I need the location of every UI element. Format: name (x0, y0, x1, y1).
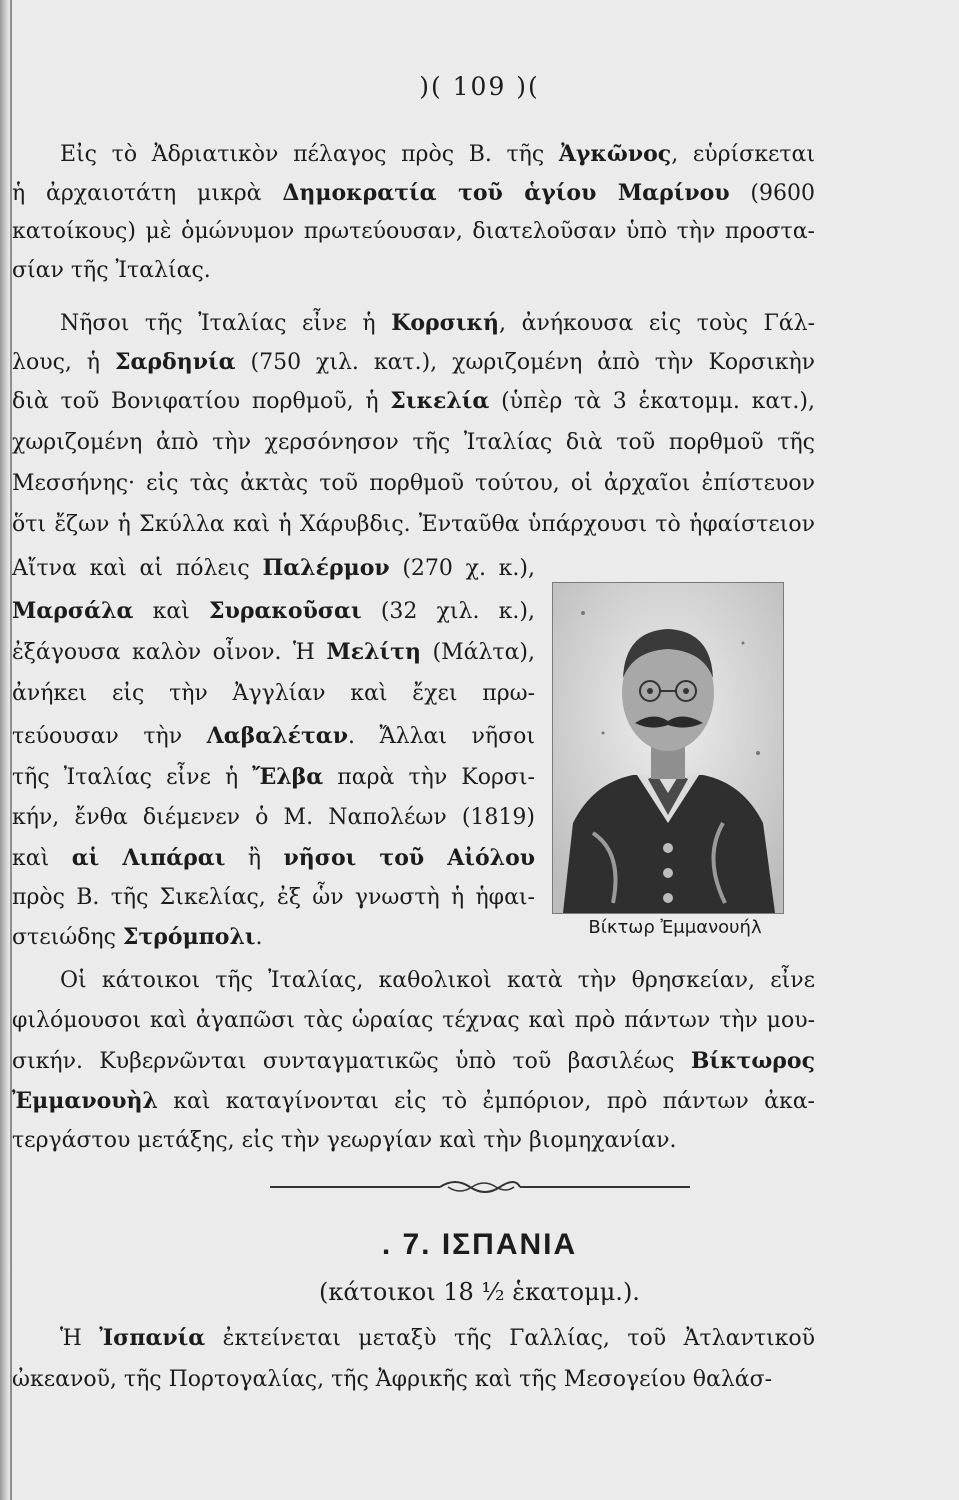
bold-term: Σικελία (390, 388, 490, 414)
text-segment: (9600 (729, 181, 815, 206)
text-segment: καὶ καταγίνονται εἰς τὸ ἐμπόριον, πρὸ πάντων ἀκα- (157, 1089, 815, 1114)
text-segment: (750 χιλ. κατ.), χωριζομένη ἀπὸ τὴν Κορσικὴν (235, 350, 815, 375)
page-number: )( 109 )( (419, 72, 540, 101)
text-line (12, 548, 535, 588)
bold-term: Βίκτωρος (690, 1048, 815, 1074)
text-line (12, 212, 815, 252)
text-segment: , εὑρίσκεται (671, 142, 815, 167)
ornamental-separator (270, 1175, 690, 1199)
text-line (12, 1081, 815, 1121)
text-segment: καὶ (133, 599, 210, 624)
bold-term: Ἔλβα (252, 764, 324, 790)
bold-term: Παλέρμον (262, 555, 390, 581)
text-line (60, 961, 815, 1001)
text-segment: (32 χιλ. κ.), (361, 599, 535, 624)
text-segment: Νῆσοι τῆς Ἰταλίας εἶνε ἡ (60, 311, 392, 336)
text-segment: (270 χ. κ.), (389, 556, 535, 581)
text-segment: διὰ τοῦ Βονιφατίου πορθμοῦ, ἡ (12, 389, 391, 414)
text-segment: στειώδης (12, 925, 123, 950)
bold-term: Συρακοῦσαι (209, 598, 362, 624)
bold-term: Ἰσπανία (99, 1325, 206, 1351)
text-line (60, 134, 815, 174)
text-segment: φιλόμουσοι καὶ ἀγαπῶσι τὰς ὡραίας τέχνας καὶ πρὸ πάντων τὴν μου- (12, 1008, 815, 1033)
text-line (12, 251, 815, 291)
text-segment: σικήν. Κυβερνῶνται συνταγματικῶς ὑπὸ τοῦ βασιλέως (12, 1049, 691, 1074)
text-segment: . (255, 925, 263, 950)
text-segment: ἢ (225, 846, 284, 871)
text-segment: τεργάστου μετάξης, εἰς τὴν γεωργίαν καὶ τὴν βιομηχανίαν. (12, 1128, 677, 1153)
text-segment: ἡ ἀρχαιοτάτη μικρὰ (12, 181, 283, 206)
bold-term: αἱ Λιπάραι (71, 845, 226, 871)
text-segment: Μεσσήνης· εἰς τὰς ἀκτὰς τοῦ πορθμοῦ τούτου, οἱ ἀρχαῖοι ἐπίστευον (12, 471, 815, 496)
text-line (12, 423, 815, 463)
bold-term: Μαρσάλα (12, 598, 134, 624)
text-segment: ἐκτείνεται μεταξὺ τῆς Γαλλίας, τοῦ Ἀτλαντικοῦ (205, 1326, 815, 1351)
bold-term: Ἀγκῶνος (558, 141, 672, 167)
text-line (12, 1041, 815, 1081)
text-segment: (ὑπὲρ τὰ 3 ἑκατομμ. κατ.), (489, 389, 815, 414)
text-line (12, 464, 815, 504)
text-segment: , ἀνήκουσα εἰς τοὺς Γάλ- (499, 311, 815, 336)
text-line (12, 1121, 815, 1161)
text-segment: Αἴτνα καὶ αἱ πόλεις (12, 556, 263, 581)
text-line (12, 757, 535, 797)
text-segment: ἐξάγουσα καλὸν οἶνον. Ἡ (12, 640, 327, 665)
text-line (12, 632, 535, 672)
text-line (12, 591, 535, 631)
text-line (12, 674, 535, 714)
section-title: . 7. ΙΣΠΑΝΙΑ (381, 1228, 578, 1261)
text-segment: . Ἄλλαι νῆσοι (347, 724, 535, 749)
text-line (12, 1001, 815, 1041)
text-segment: ὠκεανοῦ, τῆς Πορτογαλίας, τῆς Ἀφρικῆς καὶ τῆς Μεσογείου θαλάσ- (12, 1367, 773, 1392)
bold-term: Σαρδηνία (114, 349, 236, 375)
text-segment: Ἡ (60, 1326, 100, 1351)
text-segment: τῆς Ἰταλίας εἶνε ἡ (12, 765, 253, 790)
text-segment: λους, ἡ (12, 350, 115, 375)
text-line (60, 303, 815, 343)
text-segment: Εἰς τὸ Ἀδριατικὸν πέλαγος πρὸς Β. τῆς (60, 142, 559, 167)
text-segment: ὅτι ἔζων ἡ Σκύλλα καὶ ἡ Χάρυβδις. Ἐνταῦθα ὑπάρχουσι τὸ ἡφαίστειον (12, 512, 815, 537)
bold-term: Δημοκρατία τοῦ ἁγίου Μαρίνου (282, 180, 730, 206)
text-segment: παρὰ τὴν Κορσι- (323, 765, 535, 790)
bold-term: νῆσοι τοῦ Αἰόλου (283, 845, 535, 871)
text-segment: κατοίκους) μὲ ὁμώνυμον πρωτεύουσαν, διατελοῦσαν ὑπὸ τὴν προστα- (12, 219, 815, 244)
section-subtitle: (κάτοικοι 18 ½ ἑκατομμ.). (319, 1278, 640, 1306)
bold-term: Κορσική (391, 310, 499, 336)
text-segment: χωριζομένη ἀπὸ τὴν χερσόνησον τῆς Ἰταλίας διὰ τοῦ πορθμοῦ τῆς (12, 430, 815, 455)
portrait-drawing (553, 583, 783, 913)
text-line (12, 381, 815, 421)
page-edge (0, 0, 10, 1500)
bold-term: Στρόμπολι (122, 924, 256, 950)
portrait-image (552, 582, 784, 914)
text-line (12, 878, 535, 918)
text-line (12, 838, 535, 878)
text-line (12, 173, 815, 213)
text-line (12, 716, 535, 756)
text-segment: πρὸς Β. τῆς Σικελίας, ἐξ ὧν γνωστὴ ἡ ἡφαι- (12, 885, 535, 910)
text-segment: κήν, ἔνθα διέμενεν ὁ Μ. Ναπολέων (1819) (12, 805, 535, 830)
bold-term: Λαβαλέταν (206, 723, 348, 749)
bold-term: Μελίτη (326, 639, 421, 665)
text-line (12, 342, 815, 382)
text-segment: Οἱ κάτοικοι τῆς Ἰταλίας, καθολικοὶ κατὰ τὴν θρησκείαν, εἶνε (60, 968, 815, 993)
text-line (12, 1360, 815, 1400)
text-segment: τεύουσαν τὴν (12, 724, 207, 749)
text-segment: ἀνήκει εἰς τὴν Ἀγγλίαν καὶ ἔχει πρω- (12, 681, 535, 706)
text-segment: σίαν τῆς Ἰταλίας. (12, 258, 211, 283)
text-line (12, 798, 535, 838)
text-segment: καὶ (12, 846, 72, 871)
text-segment: (Μάλτα), (420, 640, 535, 665)
text-line (60, 1318, 815, 1358)
text-line (12, 505, 815, 545)
portrait-caption: Βίκτωρ Ἐμμανουήλ (588, 917, 762, 938)
bold-term: Ἐμμανουὴλ (12, 1088, 158, 1114)
